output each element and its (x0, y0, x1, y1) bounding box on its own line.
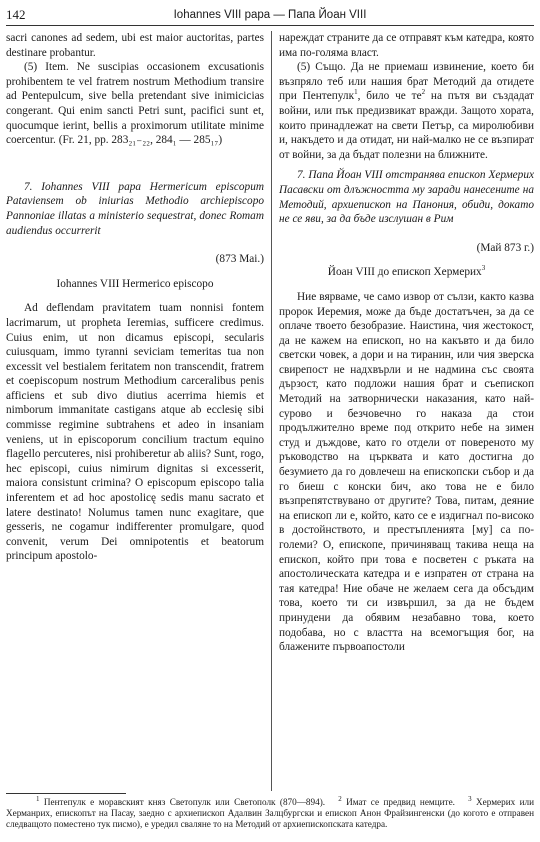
latin-letter-body: Ad deflendam pravitatem tuam nonnisi fontem lacrimarum, ut propheta Ieremias, sufficere credimus. Cuius enim, ut non dicamus episcopi, secularis cuiusquam, immo tyranni seviciam temeritas tua non excessit vel bestialem feritatem non transcendit, fratrem et coepiscopum nostrum Methodium carceralibus penis afficiens et sub divo diutius acerrima hiemis et nimborum immanitate castigans atque ab ecclesię sibi commisse regimine subtrahens et adeo in insaniam veniens, ut in episcoporum concilium tractum equino flagello percuteres, nisi prohiberetur ab aliis? Sunt, rogo, hec episcopi, cuius nimirum dignitas si excesserit, maiora consistunt crimina? O episcopum episcopo talia inferentem et ad hoc apostolicę sedis manu sacrato et latere destinato! Nolumus tamen nunc exagitare, que gesseris, ne cogamur indifferenter promulgare, quod convenit, verum Dei omnipotentis et beatorum principum apostolo- (6, 302, 264, 563)
footnotes-1-2: $^1$ Пентепулк е моравският княз Светопулк или Светополк (870—894). $^2$ Имат се предвид немците. $^3$ Хермерих или Херманрих, епископът на Пасау, заедно с архиепископ Адалвин Залцбургски и епископ Анон Фрайзингенски (до когото е отправен следващото поместено тук писмо), е уредил сваляне то на Методий от архиепископската катедра. (6, 794, 535, 830)
latin-document-title: 7. Iohannes VIII papa Hermericum episcopum Pataviensem ob iniurias Methodio archiepiscopo Pannoniae illatas a ministerio sequestrat, donec Romam audiendus occurrerit (6, 180, 264, 237)
latin-paragraph-5: (5) Item. Ne suscipias occasionem excusationis prohibentem te vel fratrem nostrum Methodium transire ad Pentepulcum, sive bella pretendant sive inimicicias congerant. Qui enim sancti Petri sunt, pacifici sunt et, quocumque ierint, bellis a proximorum utilitate minime coercentur. (Fr. 21, pp. 283₂₁₋₂₂, 284₁ — 285₁₇) (6, 61, 264, 147)
bulgarian-paragraph-5: (5) Също. Да не приемаш извинение, което би възпряло теб или нашия брат Методий да отидете при Пентепулк$^1$, било че $те^2$ на пътя ви създадат войни, или пък предизвикат вражди. Защото хората, които принадлежат на свети Петър, са миролюбиви и, накъдето и да отидат, ни най-малко не се възпират от войни, за да бъдат полезни на ближните. (279, 61, 534, 161)
column-divider (271, 31, 272, 791)
footnote-3: Хермерих или Херманрих, епископът на Пасау, заедно с архиепископ Адалвин Залцбургски и епископ Анон Фрайзингенски (до когото е отправен следващото поместено тук писмо), е уредил сваляне то на Методий от архиепископската катедра. (6, 797, 535, 830)
footnote-ref-2[interactable]: 2 (421, 88, 426, 97)
footnote-ref-3[interactable]: 3 (481, 264, 486, 273)
footnote-ref-1[interactable]: 1 (354, 88, 358, 97)
bulgarian-address: Йоан VIII до епископ Хермерих$^3$ (327, 264, 486, 279)
footnote-rule (6, 793, 126, 794)
running-header (6, 5, 534, 26)
bulgarian-column (279, 31, 534, 655)
latin-address: Iohannes VIII Hermerico episcopo (56, 277, 214, 290)
footnote-2: Имат се предвид немците. (346, 797, 455, 807)
page-number: 142 (6, 7, 26, 22)
latin-continuation: sacri canones ad sedem, ubi est maior auctoritas, partes destinare probantur. (6, 32, 264, 59)
footnotes (6, 794, 535, 831)
footnote-1: Пентепулк е моравският княз Светопулк или Светополк (870—894). (43, 797, 326, 807)
latin-date: (873 Mai.) (215, 253, 264, 266)
bulgarian-document-title: 7. Папа Йоан VIII отстранява епископ Хермерих Пасавски от длъжността му заради нанесените на Методий, архиепископ на Панония, обиди, докато не се яви, за да бъде изслушан в Рим (279, 169, 534, 226)
bulgarian-date: (Май 873 г.) (476, 241, 534, 254)
bulgarian-continuation: нареждат страните да се отправят към катедра, която има по-голяма власт. (279, 32, 534, 59)
running-title: Iohannes VIII papa — Папа Йоан VIII (173, 9, 367, 21)
latin-column (6, 31, 264, 564)
bulgarian-letter-body: Ние вярваме, че само извор от сълзи, както казва пророк Иеремия, може да бъде достатъчен, за да се оплаче твоето безобразие. Наистина, чия жестокост, да не кажем на епископ, но на какъвто и да било светски човек, а дори и на тиранин, или чия зверска свирепост не надхвърли и не надмина със своята дързост, като подложи нашия брат и съепископ Методий на затворнически наказания, като най-сурово и безчовечно го наказа да стои продължително време под открито небе на зимен студ и дъждове, като го отдели от повереното му ръководство на църквата и като достигна до безумието да го довлечеш на епископски събор и да го биеш с конски бич, ако това не е било възпрепятствувано от другите? Това, питам, деяние на епископ ли е, който, като се е издигнал по-високо в достойнството, и престъпленията [му] са по-големи? О, епископе, причиняващ такива неща на епископ, който при това е посветен с ръката на апостолическата катедра и е изпратен от страна на тая катедра! Ние обаче не желаем сега да обсъдим това, което ти си извършил, за да не бъдем принудени да обявим незабавно това, което подобава, но с властта на всемогъщия бог, на блажените първоапостоли (279, 290, 534, 654)
